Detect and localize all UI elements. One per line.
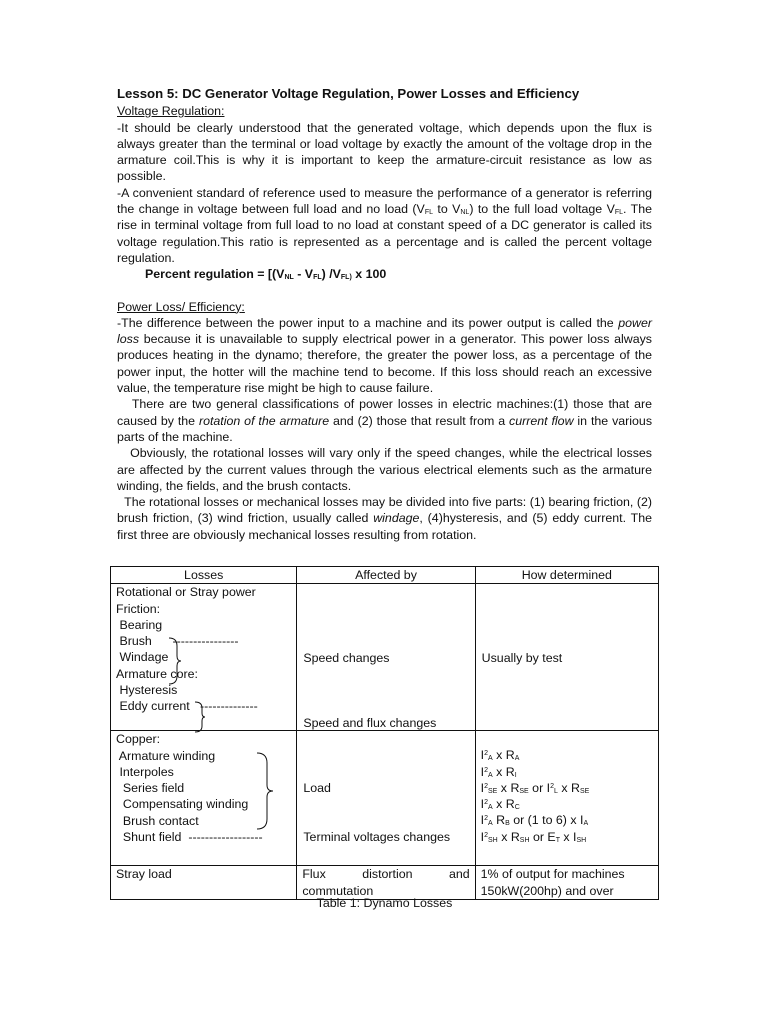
loss-line: Friction:: [116, 601, 161, 616]
loss-line: Brush contact: [116, 813, 199, 828]
formula-interpoles: $I^2_A$ x $R_I$: [480, 764, 517, 779]
affected-terminal-voltage: Terminal voltages changes: [303, 830, 451, 845]
power-loss-para4: The rotational losses or mechanical losses may be divided into five parts: (1) bearing friction, (2) brush friction, (3) wind friction, usually called windage, (4)hysteresis, and (5) eddy current. The first three are obviously mechanical losses resulting from rotation.: [117, 495, 653, 542]
formula-shunt: $I^2_{SH}$ x $R_{SH}$ or $E_T$ x $I_{SH}$: [480, 829, 587, 844]
table-header-row: [111, 567, 659, 584]
loss-line: Shunt field ------------------: [116, 830, 263, 845]
document-body: [117, 86, 652, 543]
loss-line: Armature core:: [116, 666, 198, 681]
spacer: [117, 283, 652, 299]
power-loss-para3: Obviously, the rotational losses will vary only if the speed changes, while the electrical losses are affected by the current values through the various electrical elements such as the armature winding, the fields, and the brush contacts.: [117, 446, 652, 493]
loss-line: Compensating winding: [116, 797, 249, 812]
voltage-regulation-para1: -It should be clearly understood that the generated voltage, which depends upon the flux is always greater than the terminal or load voltage by exactly the amount of the voltage drop in the armature coil.This is why it is important to keep the armature-circuit resistance as low as possible.: [117, 120, 652, 184]
formula-series: $I^2_{SE}$ x $R_{SE}$ or $I^2_L$ x $R_{SE}$: [480, 780, 590, 795]
loss-line: Armature winding: [116, 748, 216, 763]
power-loss-para1: -The difference between the power input to a machine and its power output is called the power loss because it is unavailable to supply electrical power in a generator. This power loss always produces heating in the dynamo; therefore, the greater the power loss, as a percentage of the power input, the hotter will the machine tend to become. If this loss should reach an excessive value, the temperature rise might be high to cause failure.: [117, 315, 652, 396]
table-row-rotational: [111, 584, 659, 731]
how-line2: 150kW(200hp) and over: [480, 883, 614, 898]
loss-line: Interpoles: [116, 764, 174, 779]
how-usually-by-test: Usually by test: [481, 651, 563, 666]
table-row-copper: [111, 731, 659, 866]
cell-rotational-affected: [297, 584, 475, 731]
voltage-regulation-heading: Voltage Regulation:: [117, 104, 225, 119]
cell-copper-how: [475, 731, 658, 866]
table-caption: Table 1: Dynamo Losses: [316, 896, 453, 910]
affected-line1: Flux distortion and: [302, 867, 470, 882]
cell-rotational-losses: [111, 584, 297, 731]
cell-stray-losses: Stray load: [111, 866, 297, 900]
loss-line: Hysteresis: [116, 683, 178, 698]
formula-brush: $I^2_A$ $R_B$ or (1 to 6) x $I_A$: [480, 813, 589, 828]
lesson-title: Lesson 5: DC Generator Voltage Regulation, Power Losses and Efficiency: [117, 86, 580, 101]
cell-copper-losses: [111, 731, 297, 866]
header-affected-by: Affected by: [297, 567, 475, 584]
loss-line: Rotational or Stray power: [116, 585, 256, 600]
dynamo-losses-table: [110, 566, 659, 900]
header-how-determined: How determined: [475, 567, 658, 584]
voltage-regulation-para2: -A convenient standard of reference used to measure the performance of a generator is referring the change in voltage between full load and no load ($V_{FL}$ to $V_{NL}$) to the full load voltage $V_{FL}$. The rise in terminal voltage from full load to no load at constant speed of a DC generator is called its voltage regulation.This ratio is represented as a percentage and is called the percent voltage regulation.: [117, 185, 653, 265]
affected-speed-flux: Speed and flux changes: [303, 716, 437, 731]
loss-line: Brush ----------------: [116, 634, 239, 649]
formula-armature: $I^2_A$ x $R_A$: [480, 748, 520, 763]
affected-line2: commutation: [302, 883, 374, 898]
power-loss-heading: Power Loss/ Efficiency:: [117, 299, 245, 314]
loss-line: Eddy current --------------: [116, 699, 258, 714]
how-line1: 1% of output for machines: [480, 867, 625, 882]
loss-line: Copper:: [116, 732, 161, 747]
affected-load: Load: [303, 781, 331, 796]
loss-line: Windage: [116, 650, 169, 665]
percent-regulation-formula: Percent regulation = [$(V_{NL} - V_{FL})$ $/V_{FL)}$ x 100: [145, 267, 387, 282]
core-brace-icon: [193, 700, 207, 734]
header-losses: Losses: [111, 567, 297, 584]
cell-rotational-how: [475, 584, 658, 731]
cell-copper-affected: [297, 731, 475, 866]
formula-compensating: $I^2_A$ x $R_C$: [480, 797, 520, 812]
loss-line: Bearing: [116, 617, 163, 632]
friction-brace-icon: [167, 636, 183, 686]
affected-speed-changes: Speed changes: [303, 651, 390, 666]
copper-brace-icon: [255, 751, 275, 831]
power-loss-para2: There are two general classifications of power losses in electric machines:(1) those that are caused by the rotation of the armature and (2) those that result from a current flow in the various parts of the machine.: [117, 397, 653, 444]
loss-line: Series field: [116, 781, 185, 796]
